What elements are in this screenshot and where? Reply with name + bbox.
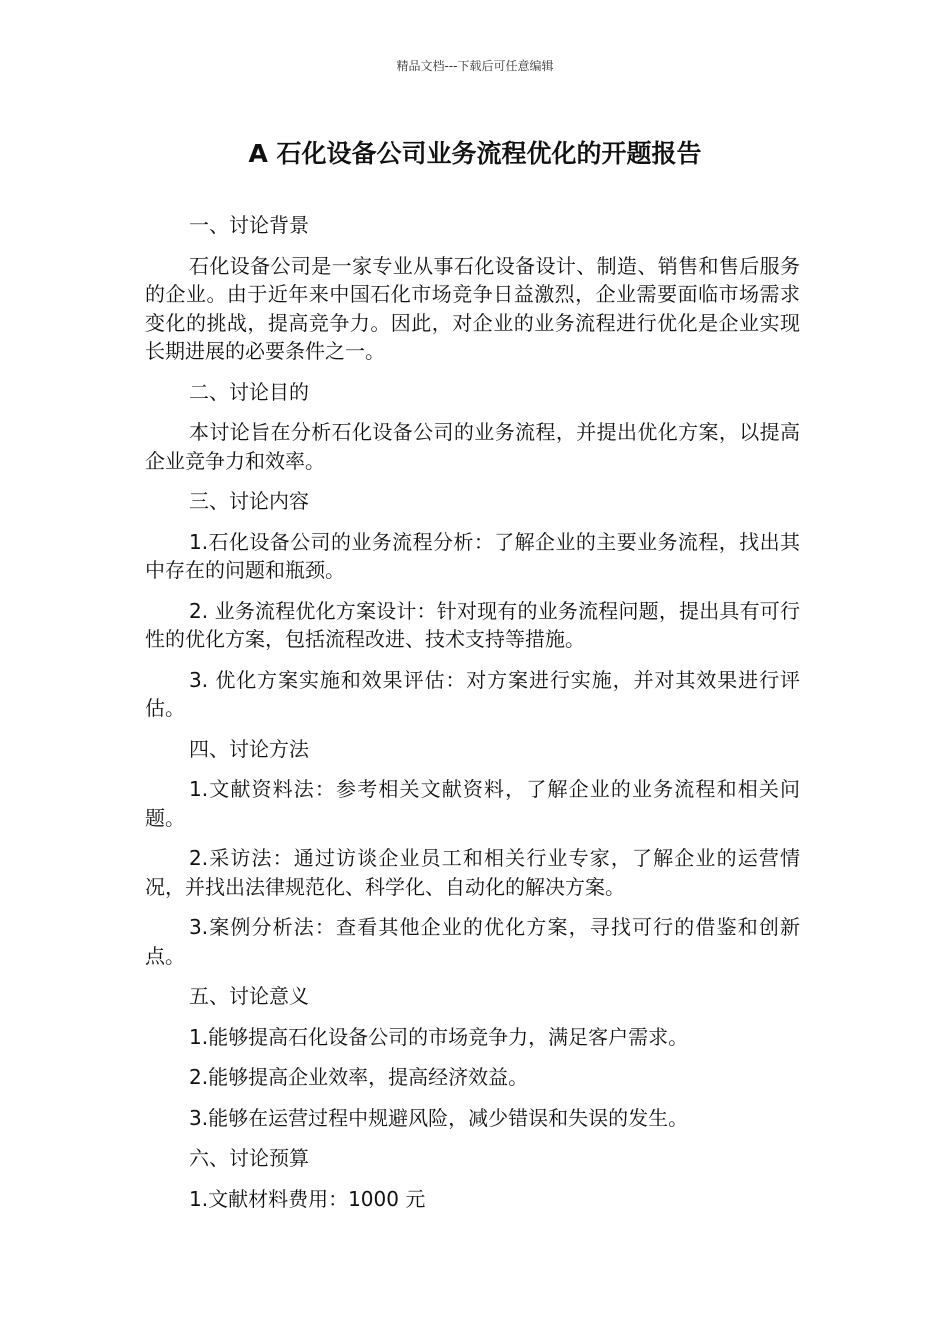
section-heading-background: 一、讨论背景 xyxy=(189,213,309,237)
significance-item-2: 2.能够提高企业效率，提高经济效益。 xyxy=(189,1065,529,1089)
method-item-1: 1.文献资料法：参考相关文献资料，了解企业的业务流程和相关问题。 xyxy=(145,777,800,830)
section-heading-purpose: 二、讨论目的 xyxy=(189,379,309,404)
content-item-2: 2. 业务流程优化方案设计：针对现有的业务流程问题，提出具有可行性的优化方案，包括流程改进、技术支持等措施。 xyxy=(145,598,800,651)
budget-item-1: 1.文献材料费用：1000 元 xyxy=(189,1186,426,1211)
section-heading-significance: 五、讨论意义 xyxy=(189,984,309,1008)
method-item-3: 3.案例分析法：查看其他企业的优化方案，寻找可行的借鉴和创新点。 xyxy=(145,915,800,968)
header-note: 精品文档---下载后可任意编辑 xyxy=(396,59,554,73)
section-heading-methods: 四、讨论方法 xyxy=(189,736,309,761)
section-heading-budget: 六、讨论预算 xyxy=(189,1146,309,1170)
content-item-1: 1.石化设备公司的业务流程分析：了解企业的主要业务流程，找出其中存在的问题和瓶颈。 xyxy=(145,529,800,582)
significance-item-3: 3.能够在运营过程中规避风险，减少错误和失误的发生。 xyxy=(189,1105,689,1130)
method-item-2: 2.采访法：通过访谈企业员工和相关行业专家，了解企业的运营情况，并找出法律规范化、科学化、自动化的解决方案。 xyxy=(145,846,800,899)
document-body xyxy=(145,211,800,1225)
paragraph-purpose: 本讨论旨在分析石化设备公司的业务流程，并提出优化方案，以提高企业竞争力和效率。 xyxy=(145,420,800,473)
paragraph-background: 石化设备公司是一家专业从事石化设备设计、制造、销售和售后服务的企业。由于近年来中国石化市场竞争日益激烈，企业需要面临市场需求变化的挑战，提高竞争力。因此，对企业的业务流程进行优化是企业实现长期进展的必要条件之一。 xyxy=(145,253,800,363)
section-heading-content: 三、讨论内容 xyxy=(189,489,309,513)
document-title: A 石化设备公司业务流程优化的开题报告 xyxy=(248,139,702,168)
content-item-3: 3. 优化方案实施和效果评估：对方案进行实施，并对其效果进行评估。 xyxy=(145,667,800,720)
significance-item-1: 1.能够提高石化设备公司的市场竞争力，满足客户需求。 xyxy=(189,1024,689,1049)
